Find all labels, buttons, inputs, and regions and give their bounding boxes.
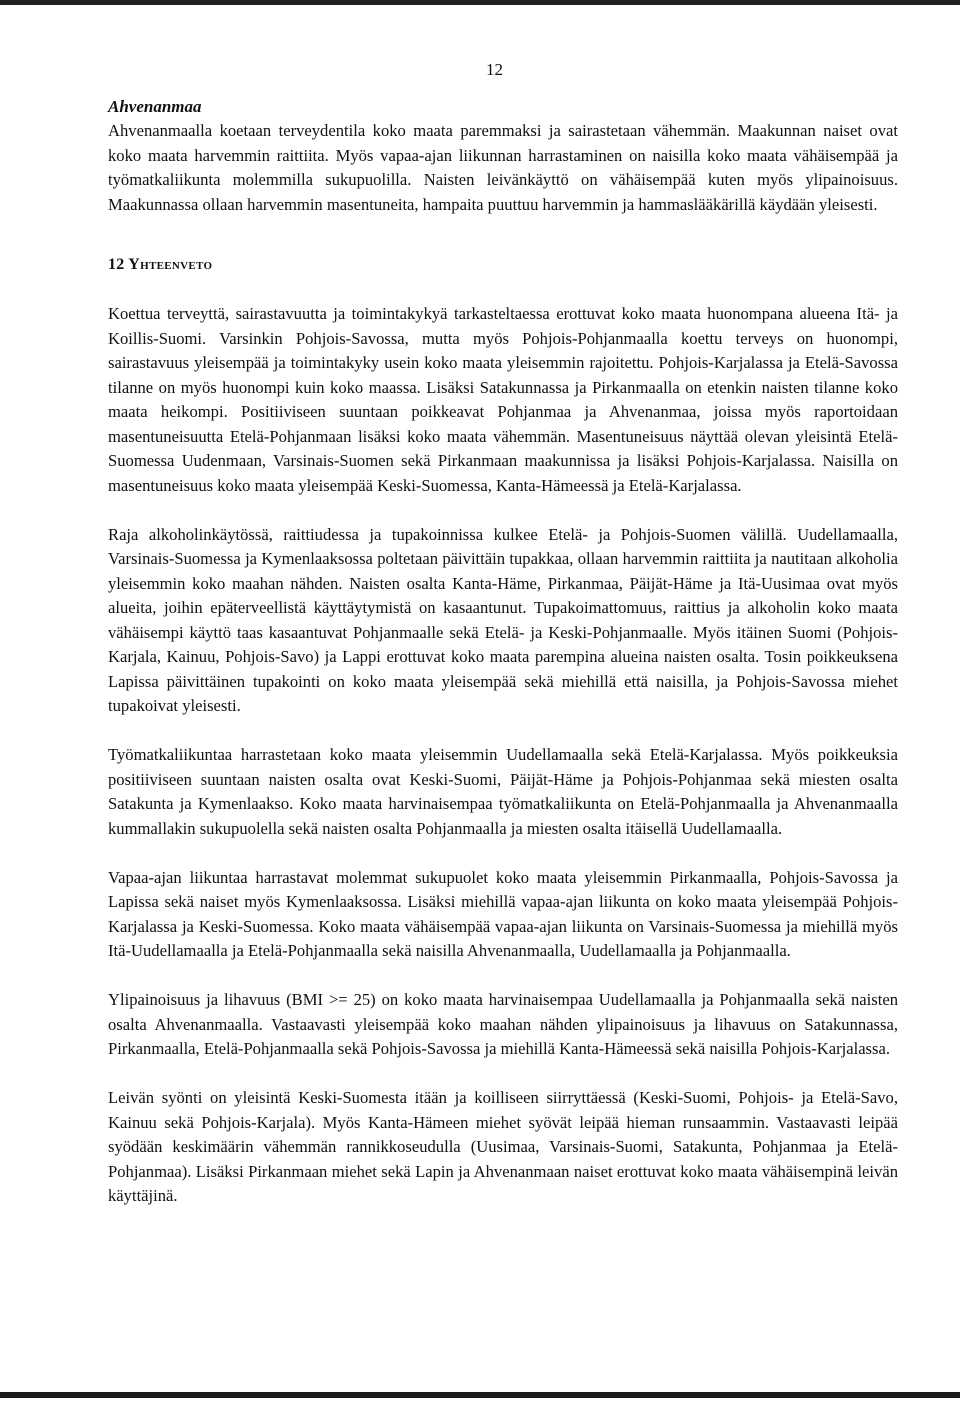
paragraph-summary-alcohol-tobacco: Raja alkoholinkäytössä, raittiudessa ja tupakoinnissa kulkee Etelä- ja Pohjois-Suomen välillä. Uudellamaalla, Varsinais-Suomessa ja Kymenlaaksossa poltetaan päivittäin tupakkaa, ollaan harvemmin raittiita ja nautitaan alkoholia yleisemmin koko maahan nähden. Naisten osalta Kanta-Häme, Pirkanmaa, Päijät-Häme ja Itä-Uusimaa ovat myös alueita, joihin epäterveellistä käyttäytymistä on kasaantunut. Tupakoimattomuus, raittius ja alkoholin koko maata vähäisempi käyttö taas kasaantuvat Pohjanmaalle sekä Etelä- ja Keski-Pohjanmaalle. Myös itäinen Suomi (Pohjois-Karjala, Kainuu, Pohjois-Savo) ja Lappi erottuvat koko maata parempina alueina naisten osalta. Tosin poikkeuksena Lapissa päivittäinen tupakointi on koko maata yleisempää sekä miehillä että naisilla, ja Pohjois-Savossa miehet tupakoivat yleisesti. bbox=[108, 524, 898, 715]
document-body bbox=[108, 95, 898, 1209]
paragraph-summary-leisure-exercise: Vapaa-ajan liikuntaa harrastavat molemmat sukupuolet koko maata yleisemmin Pirkanmaalla, Pohjois-Savossa ja Lapissa sekä naiset myös Kymenlaaksossa. Lisäksi miehillä vapaa-ajan liikunta on koko maata yleisempää Pohjois-Karjalassa ja Keski-Suomessa. Koko maata vähäisempää vapaa-ajan liikunta on Varsinais-Suomessa ja miehillä myös Itä-Uudellamaalla ja Etelä-Pohjanmaalla sekä naisilla Ahvenanmaalla, Uudellamaalla ja Pohjanmaalla. bbox=[108, 867, 898, 960]
paragraph-ahvenanmaa: Ahvenanmaalla koetaan terveydentila koko maata paremmaksi ja sairastetaan vähemmän. Maakunnan naiset ovat koko maata harvemmin raittiita. Myös vapaa-ajan liikunnan harrastaminen on naisilla koko maata vähäisempää ja työmatkaliikunta molemmilla sukupuolilla. Naisten leivänkäyttö on vähäisempää kuten myös ylipainoisuus. Maakunnassa ollaan harvemmin masentuneita, hampaita puuttuu harvemmin ja hammaslääkärillä käydään yleisesti. bbox=[108, 121, 898, 214]
page-number: 12 bbox=[486, 60, 503, 79]
bottom-rule bbox=[0, 1392, 960, 1398]
paragraph-summary-bread: Leivän syönti on yleisintä Keski-Suomesta itään ja koilliseen siirryttäessä (Keski-Suomi, Pohjois- ja Etelä-Savo, Kainuu sekä Pohjois-Karjala). Myös Kanta-Hämeen miehet syövät leipää hieman runsaammin. Vastaavasti leipää syödään keskimäärin vähemmän rannikkoseudulla (Uusimaa, Varsinais-Suomi, Satakunta, Pohjanmaa ja Etelä-Pohjanmaa). Lisäksi Pirkanmaan miehet sekä Lapin ja Ahvenanmaan naiset erottuvat koko maata vähäisempinä leivän käyttäjinä. bbox=[108, 1088, 898, 1205]
section-heading-ahvenanmaa: Ahvenanmaa bbox=[108, 97, 202, 116]
chapter-heading-yhteenveto: 12 Yhteenveto bbox=[108, 256, 213, 273]
paragraph-summary-commuting: Työmatkaliikuntaa harrastetaan koko maata yleisemmin Uudellamaalla sekä Etelä-Karjalassa. Myös poikkeuksia positiiviseen suuntaan naisten osalta ovat Keski-Suomi, Päijät-Häme ja Pohjois-Pohjanmaa sekä miesten osalta Satakunta ja Kymenlaakso. Koko maata harvinaisempaa työmatkaliikunta on Etelä-Pohjanmaalla ja Ahvenanmaalla kummallakin sukupuolella sekä naisten osalta Pohjanmaalla ja miesten osalta itäisellä Uudellamaalla. bbox=[108, 745, 898, 838]
paragraph-summary-overweight: Ylipainoisuus ja lihavuus (BMI >= 25) on koko maata harvinaisempaa Uudellamaalla ja Pohjanmaalla sekä naisten osalta Ahvenanmaalla. Vastaavasti yleisempää koko maahan nähden ylipainoisuus ja lihavuus on Satakunnassa, Pirkanmaalla, Etelä-Pohjanmaalla sekä Pohjois-Savossa ja miehillä Kanta-Hämeessä sekä naisilla Pohjois-Karjalassa. bbox=[108, 990, 898, 1058]
paragraph-summary-health: Koettua terveyttä, sairastavuutta ja toimintakykyä tarkasteltaessa erottuvat koko maata huonompana alueena Itä- ja Koillis-Suomi. Varsinkin Pohjois-Savossa, mutta myös Pohjois-Pohjanmaalla koettu terveys on huonompi, sairastavuus yleisempää ja toimintakyky usein koko maata yleisemmin rajoitettu. Pohjois-Karjalassa ja Etelä-Savossa tilanne on myös huonompi kuin koko maassa. Lisäksi Satakunnassa ja Pirkanmaalla on etenkin naisten tilanne koko maata heikompi. Positiiviseen suuntaan poikkeavat Pohjanmaa ja Ahvenanmaa, joissa myös raportoidaan masentuneisuutta Etelä-Pohjanmaan lisäksi koko maata vähemmän. Masentuneisuus näyttää olevan yleisintä Etelä-Suomessa Uudenmaan, Varsinais-Suomen sekä Pirkanmaan maakunnissa ja lisäksi Pohjois-Karjalassa. Naisilla on masentuneisuus koko maata yleisempää Keski-Suomessa, Kanta-Hämeessä ja Etelä-Karjalassa. bbox=[108, 304, 898, 495]
top-rule bbox=[0, 0, 960, 5]
